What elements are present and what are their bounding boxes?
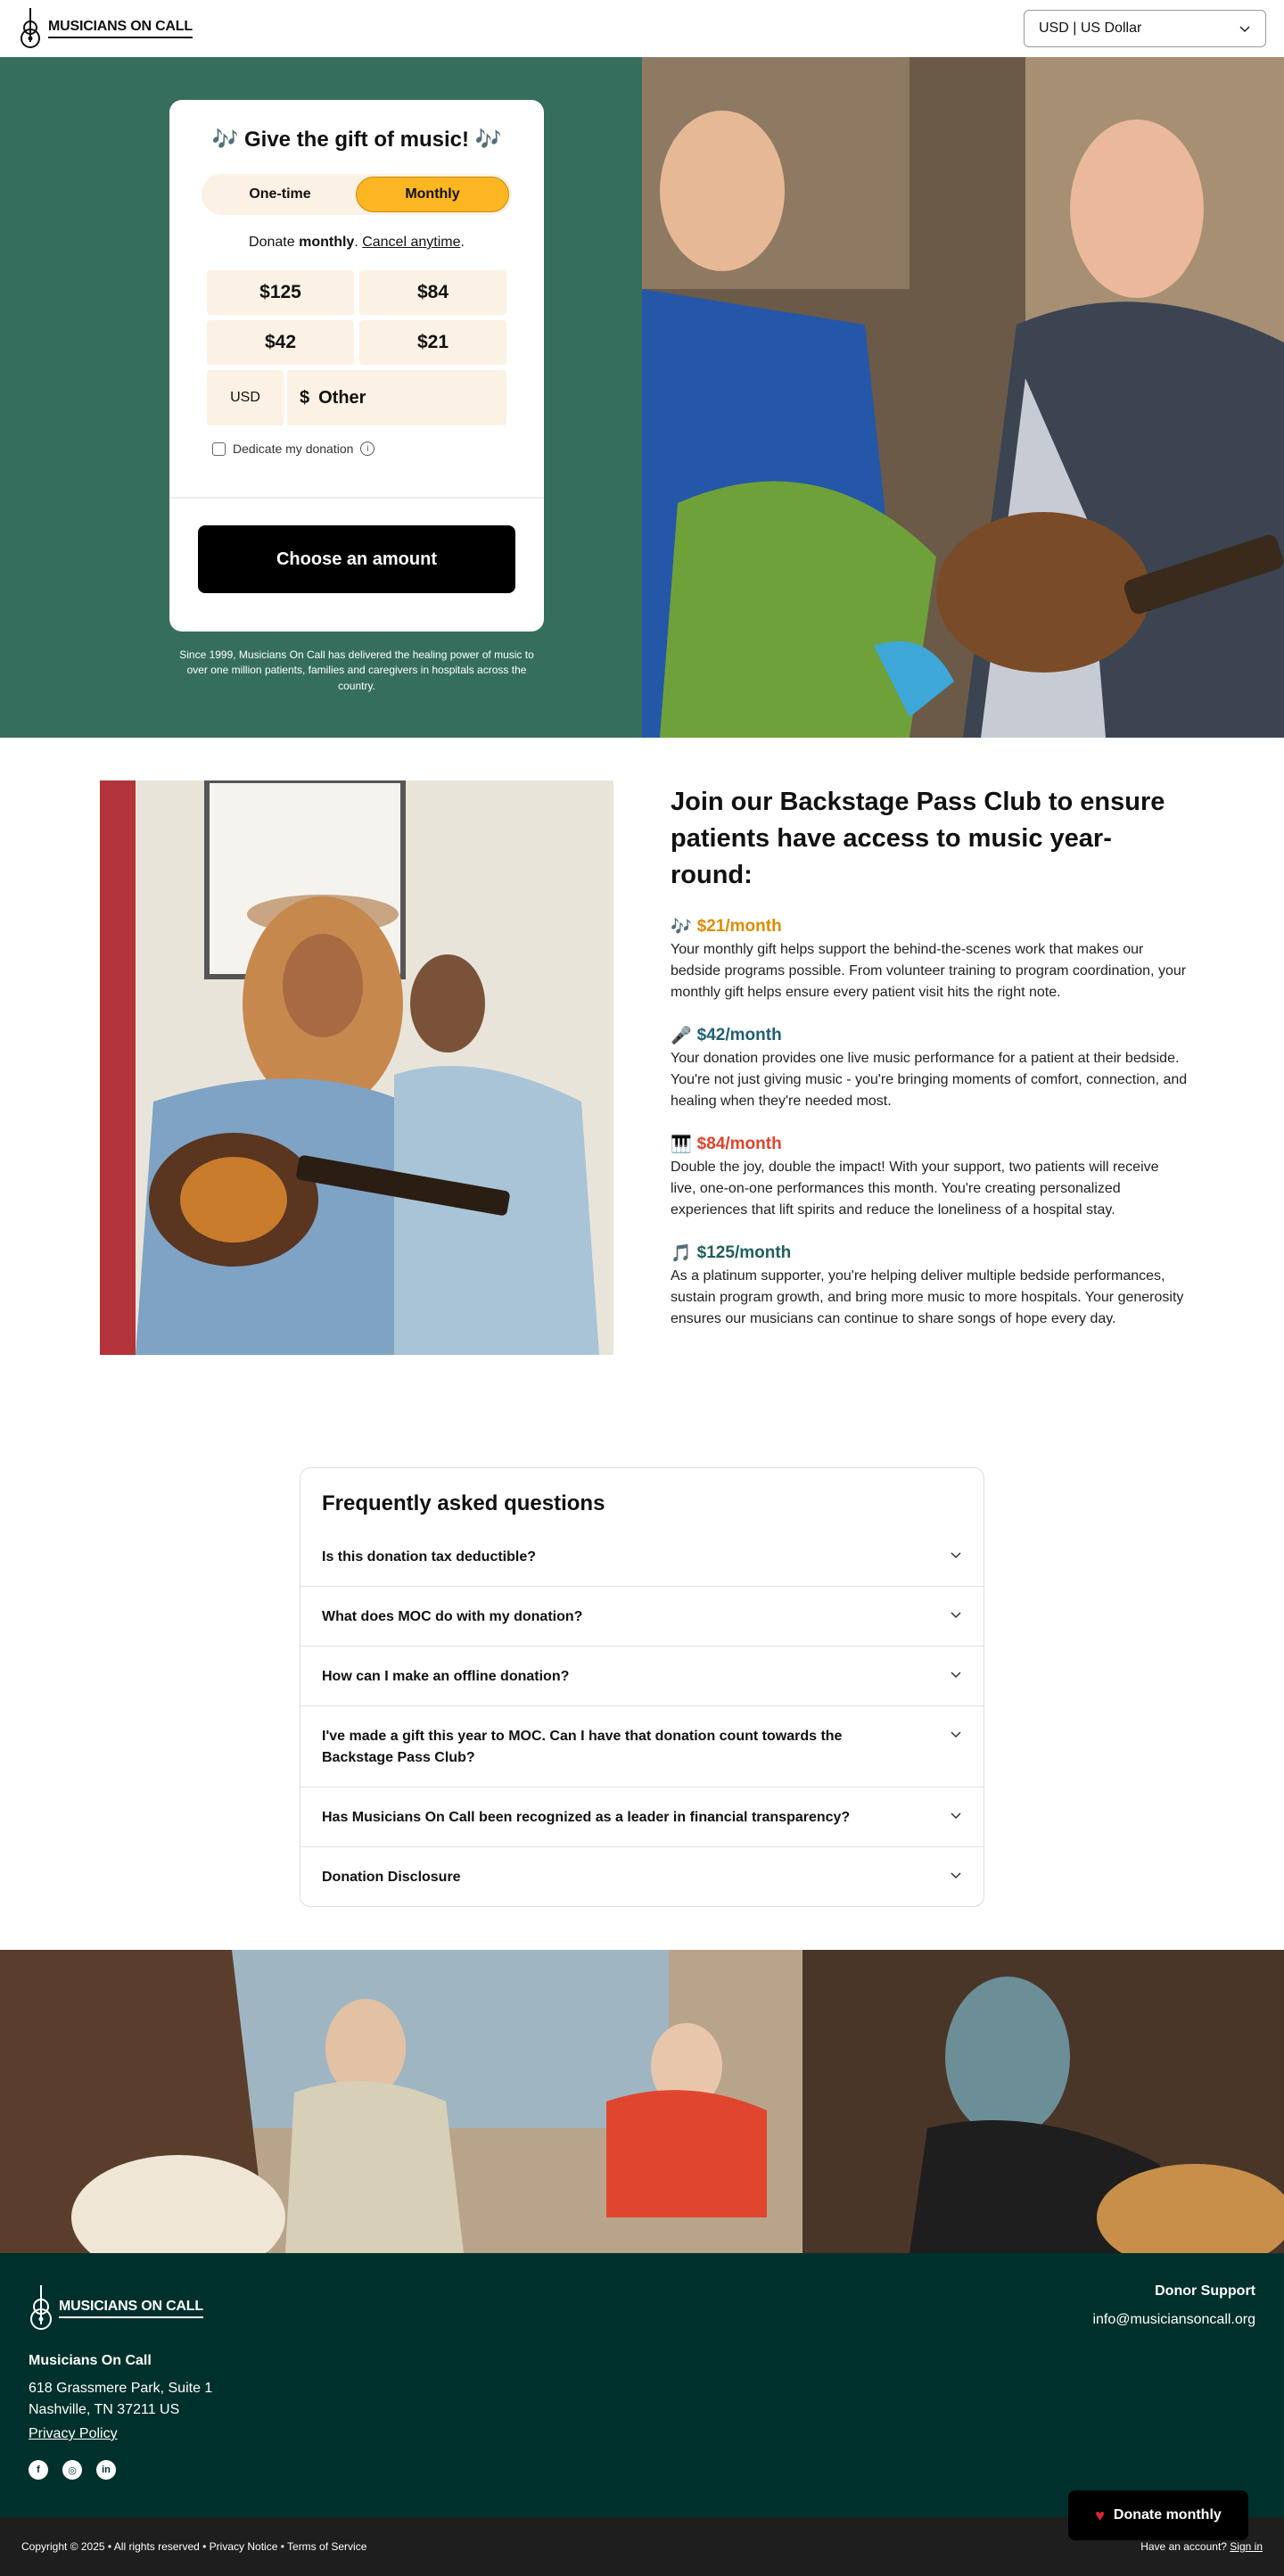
faq-question: How can I make an offline donation? — [322, 1669, 570, 1684]
sign-in-link[interactable]: Sign in — [1230, 2540, 1263, 2553]
footer-logo[interactable] — [29, 2283, 1255, 2333]
donate-note-bold: monthly — [299, 235, 355, 250]
footer-logo-text: MUSICIANS ON CALL — [59, 2299, 203, 2318]
club-title: Join our Backstage Pass Club to ensure patients have access to music year-round: — [671, 788, 1165, 890]
monthly-option[interactable]: Monthly — [356, 177, 509, 212]
faq-question: I've made a gift this year to MOC. Can I have that donation count towards the Backstage Pass Club? — [322, 1729, 843, 1765]
other-amount-input[interactable] — [287, 370, 506, 425]
tier-emoji: 🎤 — [671, 1026, 692, 1045]
tier-item — [671, 916, 1188, 1003]
other-amount-row — [207, 370, 506, 425]
tier-heading — [671, 916, 1188, 937]
tier-item — [671, 1243, 1188, 1330]
card-title: 🎶 Give the gift of music! 🎶 — [211, 128, 502, 152]
dedicate-checkbox[interactable] — [212, 442, 226, 456]
chevron-down-icon — [950, 1608, 962, 1621]
donation-panel — [0, 57, 642, 738]
tier-label: $84/month — [696, 1134, 782, 1153]
banner-illustration — [0, 1950, 1284, 2253]
donate-note-mid: . — [354, 235, 363, 250]
faq-section — [0, 1410, 1284, 1950]
chevron-down-icon — [950, 1548, 962, 1561]
hero-photo-illustration — [642, 57, 1284, 738]
footer-org-name: Musicians On Call — [29, 2353, 152, 2368]
amount-21-button[interactable]: $21 — [359, 320, 506, 365]
account-prompt — [1140, 2540, 1263, 2553]
frequency-toggle — [202, 174, 512, 215]
club-photo-illustration — [100, 780, 613, 1355]
address-line-2: Nashville, TN 37211 US — [29, 2402, 180, 2417]
chevron-down-icon — [950, 1728, 962, 1740]
donate-note-end: . — [460, 235, 465, 250]
linkedin-icon[interactable]: in — [96, 2460, 116, 2480]
chevron-down-icon — [1239, 22, 1251, 35]
faq-question: Is this donation tax deductible? — [322, 1549, 537, 1565]
chevron-down-icon — [950, 1869, 962, 1881]
tier-emoji: 🎵 — [671, 1243, 692, 1263]
tier-description: Double the joy, double the impact! With your support, two patients will receive live, one-on-one performances this month. You're creating personalized experiences that lift spirits and reduce the loneliness of a hospital stay. — [671, 1159, 1159, 1218]
donor-support — [1092, 2283, 1255, 2328]
faq-card — [300, 1467, 984, 1907]
faq-item[interactable] — [300, 1846, 984, 1906]
other-currency-select[interactable]: USD — [207, 370, 284, 425]
support-email-link[interactable]: info@musiciansoncall.org — [1092, 2312, 1255, 2327]
one-time-option[interactable]: One-time — [249, 186, 311, 202]
tier-emoji: 🎶 — [671, 917, 692, 937]
guitar-logo-icon — [29, 2283, 54, 2333]
faq-item[interactable] — [300, 1787, 984, 1846]
dollar-symbol: $ — [300, 387, 310, 408]
chevron-down-icon — [950, 1809, 962, 1821]
faq-question: Has Musicians On Call been recognized as a leader in financial transparency? — [322, 1810, 851, 1825]
hero-section — [0, 57, 1284, 738]
tier-heading — [671, 1025, 1188, 1046]
club-photo — [100, 780, 613, 1355]
instagram-icon[interactable]: ◎ — [62, 2460, 82, 2480]
chevron-down-icon — [950, 1668, 962, 1680]
heart-icon: ♥ — [1095, 2506, 1105, 2524]
amount-42-button[interactable]: $42 — [207, 320, 354, 365]
footer-address — [29, 2378, 1255, 2421]
dedicate-row — [212, 442, 501, 456]
dedicate-label: Dedicate my donation — [233, 442, 354, 456]
tier-item — [671, 1025, 1188, 1112]
info-icon[interactable]: i — [360, 442, 374, 456]
tier-label: $21/month — [696, 916, 782, 936]
donate-note — [169, 235, 544, 251]
site-footer — [0, 2253, 1284, 2524]
guitar-logo-icon — [18, 6, 43, 51]
currency-value: USD | US Dollar — [1039, 21, 1142, 36]
social-links — [29, 2460, 1255, 2480]
card-divider — [169, 497, 544, 499]
faq-title: Frequently asked questions — [322, 1491, 605, 1515]
address-line-1: 618 Grassmere Park, Suite 1 — [29, 2381, 213, 2396]
donate-monthly-button[interactable] — [1068, 2490, 1248, 2540]
faq-item[interactable] — [300, 1586, 984, 1646]
faq-item[interactable] — [300, 1646, 984, 1705]
faq-question: Donation Disclosure — [322, 1870, 461, 1885]
choose-amount-button[interactable]: Choose an amount — [198, 525, 515, 593]
tier-description: Your donation provides one live music performance for a patient at their bedside. You're not just giving music - you're bringing moments of comfort, connection, and healing when they're needed most. — [671, 1050, 1188, 1109]
site-header — [0, 0, 1284, 57]
tier-heading — [671, 1243, 1188, 1264]
faq-question: What does MOC do with my donation? — [322, 1609, 583, 1624]
backstage-pass-section — [0, 738, 1284, 1410]
tier-item — [671, 1134, 1188, 1221]
tier-label: $125/month — [696, 1243, 792, 1262]
tier-description: Your monthly gift helps support the behind-the-scenes work that makes our bedside programs possible. From volunteer training to program coordination, your monthly gift helps ensure every patient visit hits the right note. — [671, 941, 1187, 1000]
currency-select[interactable] — [1024, 10, 1266, 47]
faq-item[interactable] — [300, 1705, 984, 1787]
donation-card — [169, 100, 544, 632]
donor-support-title: Donor Support — [1155, 2283, 1255, 2299]
hero-photo — [642, 57, 1284, 738]
club-text — [671, 780, 1188, 1410]
other-placeholder: Other — [318, 387, 366, 408]
tier-label: $42/month — [696, 1025, 782, 1044]
cancel-anytime-link[interactable]: Cancel anytime — [362, 235, 461, 250]
privacy-policy-link[interactable]: Privacy Policy — [29, 2426, 118, 2441]
account-prefix: Have an account? — [1140, 2540, 1230, 2553]
amount-84-button[interactable]: $84 — [359, 270, 506, 315]
facebook-icon[interactable]: f — [29, 2460, 48, 2480]
tier-emoji: 🎹 — [671, 1135, 692, 1154]
tier-heading — [671, 1134, 1188, 1155]
since-text: Since 1999, Musicians On Call has delivered the healing power of music to over one million patients, families and caregivers in hospitals across the country. — [179, 648, 534, 692]
donate-monthly-label: Donate monthly — [1113, 2507, 1222, 2522]
copyright-text: Copyright © 2025 • All rights reserved • Privacy Notice • Terms of Service — [21, 2540, 367, 2553]
tier-description: As a platinum supporter, you're helping deliver multiple bedside performances, sustain program growth, and bring more music to more hospitals. Your generosity ensures our musicians can continue to share songs of hope every day. — [671, 1267, 1184, 1326]
musicians-banner-photo — [0, 1950, 1284, 2253]
faq-item[interactable] — [300, 1527, 984, 1586]
donate-note-prefix: Donate — [249, 235, 300, 250]
logo[interactable] — [18, 6, 193, 51]
logo-text: MUSICIANS ON CALL — [48, 19, 193, 38]
amount-125-button[interactable]: $125 — [207, 270, 354, 315]
amount-grid — [207, 270, 506, 365]
